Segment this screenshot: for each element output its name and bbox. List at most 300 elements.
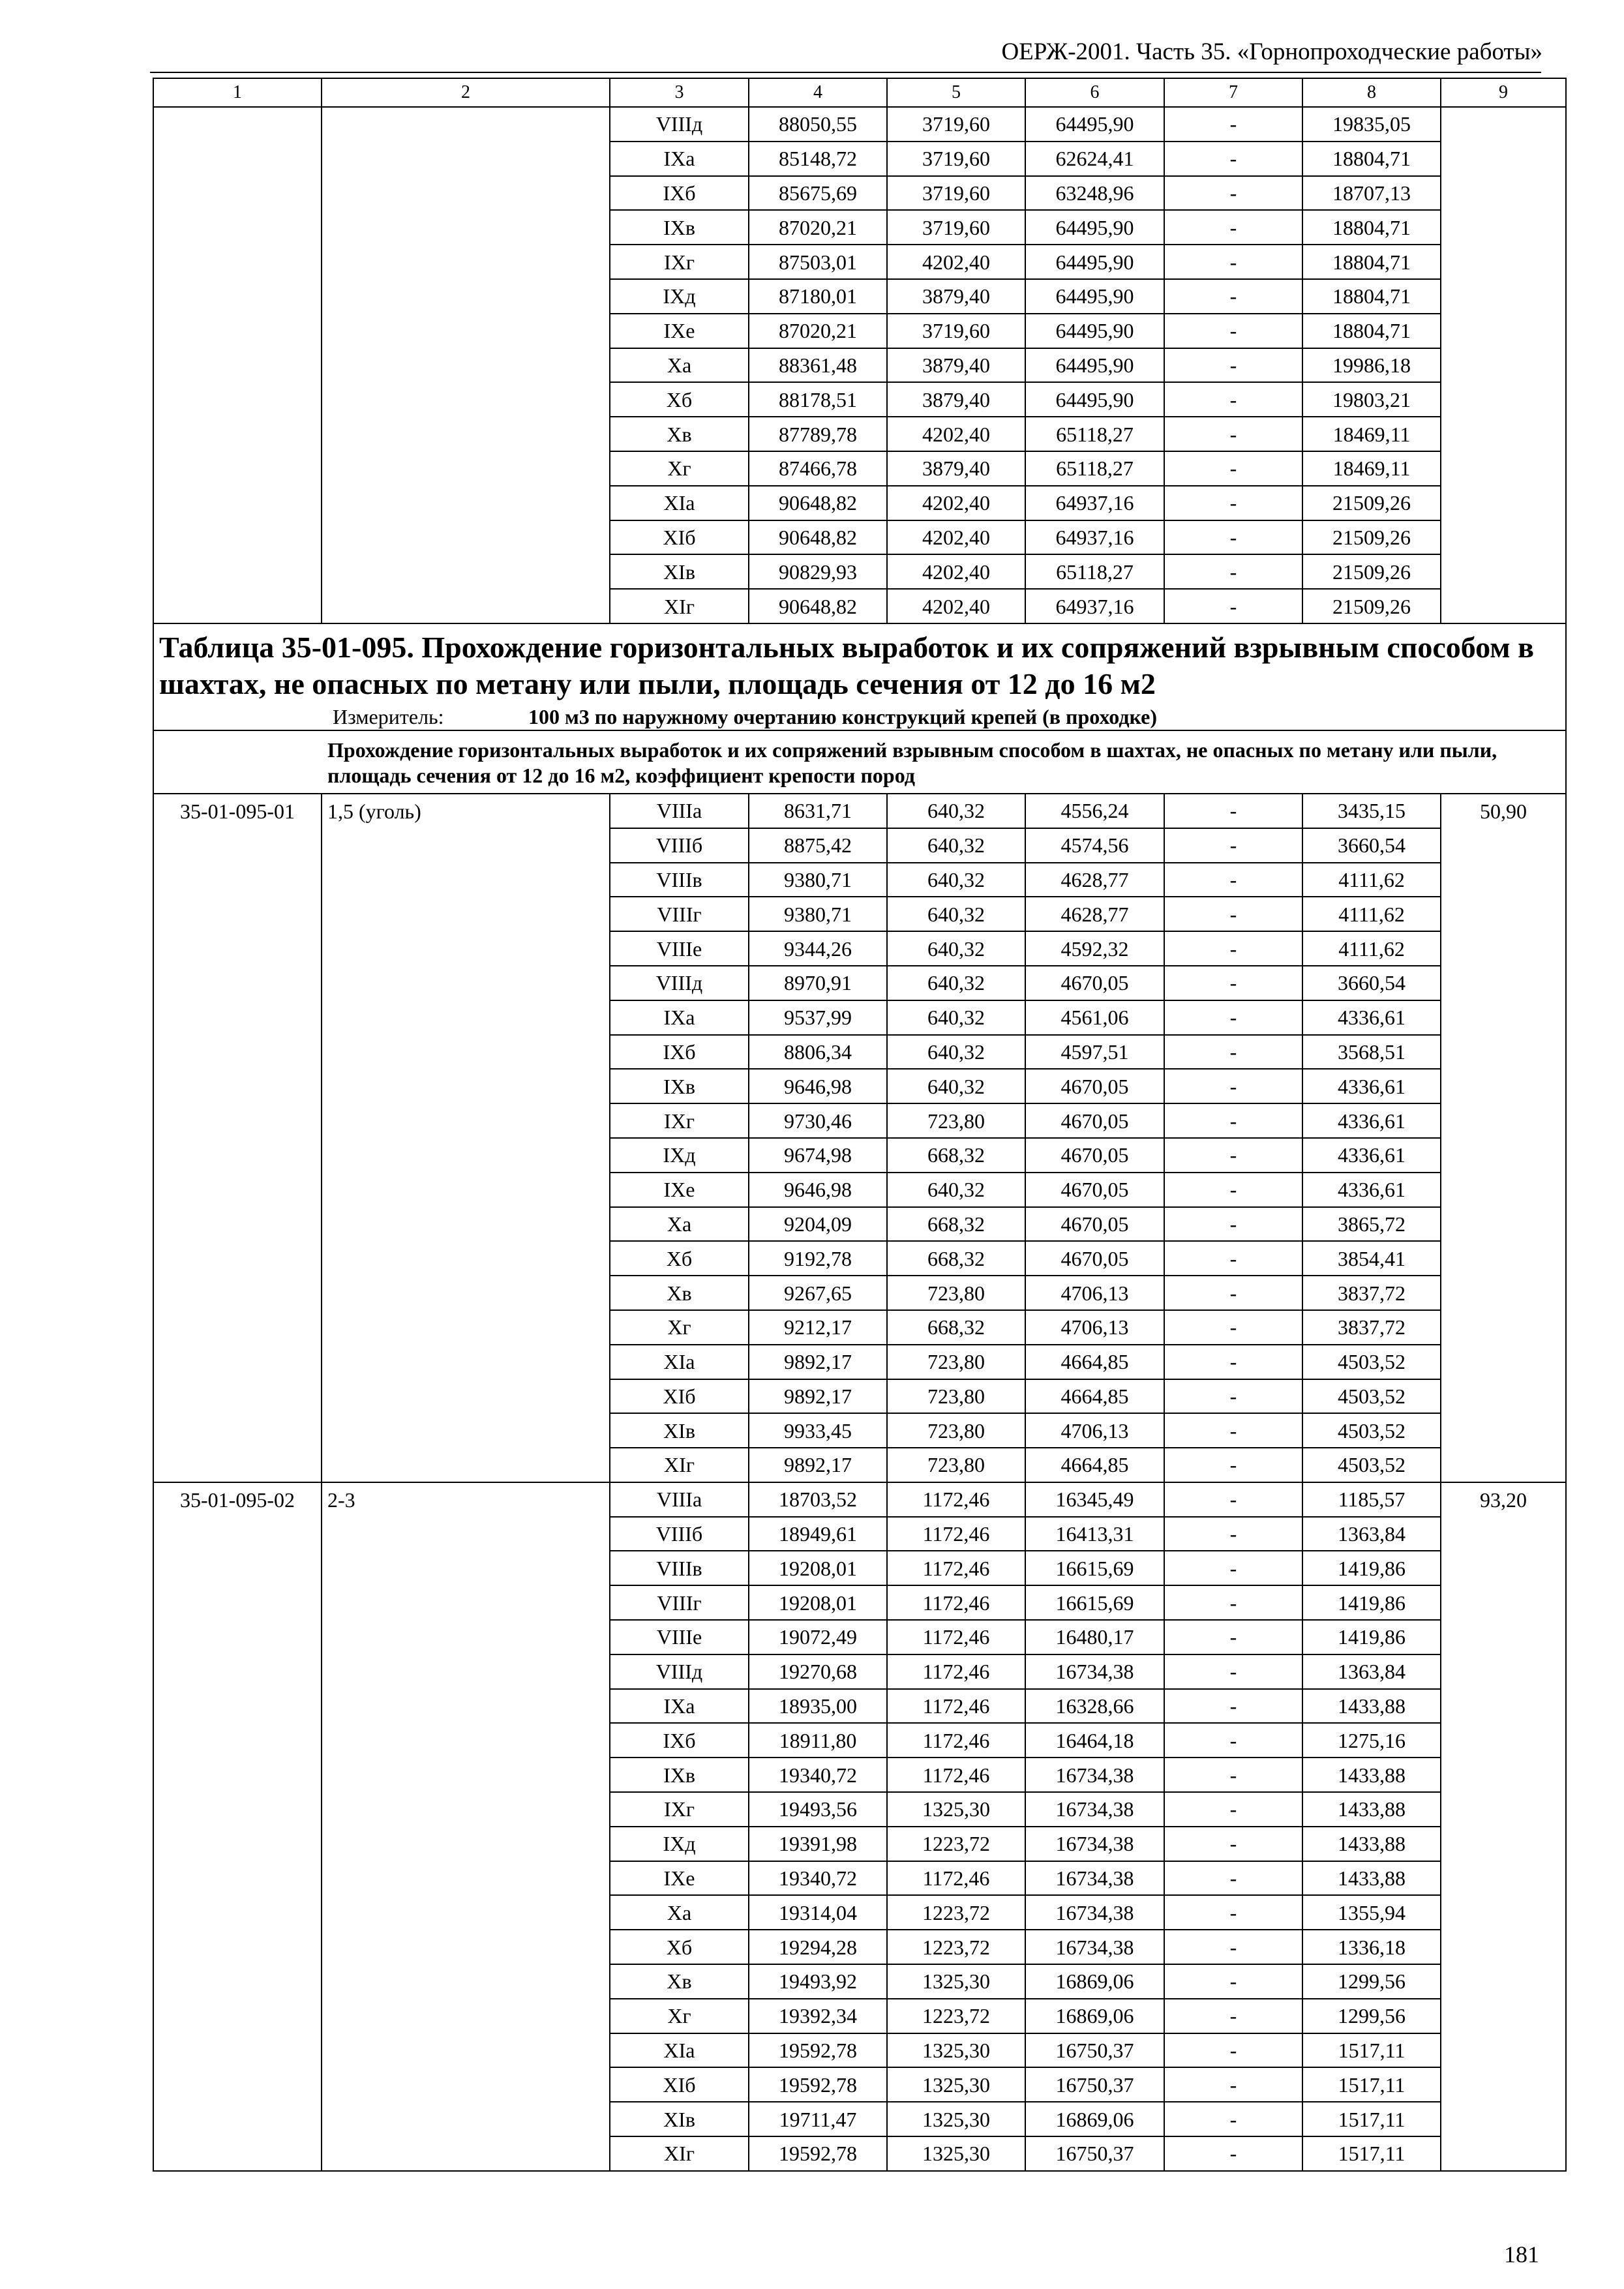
category-cell: IXв <box>610 210 749 245</box>
wages-cell: 723,80 <box>887 1276 1025 1310</box>
direct-cost-cell: 19340,72 <box>749 1861 887 1896</box>
direct-cost-cell: 19294,28 <box>749 1930 887 1964</box>
wages-cell: 4202,40 <box>887 520 1025 555</box>
machines-cell: 4556,24 <box>1025 794 1164 828</box>
category-cell: VIIIб <box>610 828 749 863</box>
wages-cell: 1325,30 <box>887 2102 1025 2136</box>
machines-cell: 64937,16 <box>1025 589 1164 623</box>
direct-cost-cell: 19392,34 <box>749 1999 887 2033</box>
materials-cell: 1299,56 <box>1302 1964 1441 1999</box>
labor-cost-cell: 93,20 <box>1441 1482 1566 2171</box>
direct-cost-cell: 9674,98 <box>749 1138 887 1173</box>
category-cell: XIа <box>610 2033 749 2068</box>
machines-cell: 64937,16 <box>1025 520 1164 555</box>
materials-cell: 19803,21 <box>1302 382 1441 417</box>
materials-cell: 18469,11 <box>1302 451 1441 486</box>
column-number-cell: 6 <box>1025 78 1164 107</box>
wages-cell: 1325,30 <box>887 2033 1025 2068</box>
category-cell: VIIIе <box>610 931 749 966</box>
materials-cell: 1433,88 <box>1302 1689 1441 1724</box>
wages-cell: 1172,46 <box>887 1654 1025 1689</box>
category-cell: XIб <box>610 2067 749 2102</box>
wages-cell: 3719,60 <box>887 142 1025 176</box>
direct-cost-cell: 87466,78 <box>749 451 887 486</box>
direct-cost-cell: 19208,01 <box>749 1551 887 1585</box>
driver-wages-cell: - <box>1164 554 1302 589</box>
machines-cell: 4628,77 <box>1025 863 1164 897</box>
category-cell: IXа <box>610 1689 749 1724</box>
column-number-cell: 5 <box>887 78 1025 107</box>
driver-wages-cell: - <box>1164 1000 1302 1035</box>
direct-cost-cell: 9646,98 <box>749 1173 887 1207</box>
direct-cost-cell: 88361,48 <box>749 348 887 383</box>
machines-cell: 16345,49 <box>1025 1482 1164 1517</box>
driver-wages-cell: - <box>1164 1895 1302 1930</box>
wages-cell: 3719,60 <box>887 107 1025 142</box>
machines-cell: 16734,38 <box>1025 1827 1164 1861</box>
machines-cell: 16734,38 <box>1025 1895 1164 1930</box>
wages-cell: 3719,60 <box>887 176 1025 211</box>
rock-hardness-cell: 2-3 <box>322 1482 610 2171</box>
category-cell: IXг <box>610 1103 749 1138</box>
direct-cost-cell: 19270,68 <box>749 1654 887 1689</box>
driver-wages-cell: - <box>1164 1999 1302 2033</box>
category-cell: VIIIб <box>610 1517 749 1551</box>
materials-cell: 4336,61 <box>1302 1069 1441 1103</box>
wages-cell: 1172,46 <box>887 1723 1025 1758</box>
category-cell: IXв <box>610 1758 749 1792</box>
materials-cell: 4336,61 <box>1302 1138 1441 1173</box>
driver-wages-cell: - <box>1164 1723 1302 1758</box>
machines-cell: 4561,06 <box>1025 1000 1164 1035</box>
category-cell: VIIIг <box>610 897 749 931</box>
materials-cell: 1517,11 <box>1302 2136 1441 2171</box>
materials-cell: 1517,11 <box>1302 2102 1441 2136</box>
machines-cell: 16750,37 <box>1025 2136 1164 2171</box>
direct-cost-cell: 19592,78 <box>749 2033 887 2068</box>
machines-cell: 16734,38 <box>1025 1861 1164 1896</box>
direct-cost-cell: 9646,98 <box>749 1069 887 1103</box>
category-cell: XIг <box>610 2136 749 2171</box>
materials-cell: 1419,86 <box>1302 1551 1441 1585</box>
machines-cell: 16750,37 <box>1025 2067 1164 2102</box>
wages-cell: 640,32 <box>887 1035 1025 1070</box>
direct-cost-cell: 19208,01 <box>749 1585 887 1620</box>
wages-cell: 1223,72 <box>887 1999 1025 2033</box>
machines-cell: 64495,90 <box>1025 348 1164 383</box>
category-cell: IXе <box>610 1861 749 1896</box>
direct-cost-cell: 9380,71 <box>749 897 887 931</box>
direct-cost-cell: 88050,55 <box>749 107 887 142</box>
machines-cell: 4664,85 <box>1025 1379 1164 1414</box>
rate-code-cell: 35-01-095-01 <box>153 794 322 1482</box>
direct-cost-cell: 9892,17 <box>749 1379 887 1414</box>
direct-cost-cell: 87020,21 <box>749 314 887 348</box>
driver-wages-cell: - <box>1164 1069 1302 1103</box>
wages-cell: 668,32 <box>887 1138 1025 1173</box>
wages-cell: 1172,46 <box>887 1482 1025 1517</box>
direct-cost-cell: 18949,61 <box>749 1517 887 1551</box>
direct-cost-cell: 90829,93 <box>749 554 887 589</box>
materials-cell: 18804,71 <box>1302 314 1441 348</box>
materials-cell: 4111,62 <box>1302 863 1441 897</box>
materials-cell: 3837,72 <box>1302 1310 1441 1345</box>
wages-cell: 668,32 <box>887 1241 1025 1276</box>
category-cell: XIб <box>610 520 749 555</box>
wages-cell: 3879,40 <box>887 451 1025 486</box>
category-cell: VIIIа <box>610 1482 749 1517</box>
machines-cell: 64495,90 <box>1025 382 1164 417</box>
column-number-cell: 9 <box>1441 78 1566 107</box>
direct-cost-cell: 90648,82 <box>749 589 887 623</box>
category-cell: Xв <box>610 1964 749 1999</box>
machines-cell: 16480,17 <box>1025 1620 1164 1654</box>
measure-unit-value: 100 м3 по наружному очертанию конструкций крепей (в проходке) <box>528 705 1158 729</box>
direct-cost-cell: 9892,17 <box>749 1345 887 1379</box>
machines-cell: 16413,31 <box>1025 1517 1164 1551</box>
driver-wages-cell: - <box>1164 589 1302 623</box>
machines-cell: 64937,16 <box>1025 486 1164 520</box>
direct-cost-cell: 19592,78 <box>749 2136 887 2171</box>
wages-cell: 3879,40 <box>887 279 1025 314</box>
materials-cell: 1363,84 <box>1302 1654 1441 1689</box>
materials-cell: 3660,54 <box>1302 828 1441 863</box>
category-cell: VIIIа <box>610 794 749 828</box>
rates-table <box>153 78 1567 2172</box>
category-cell: XIв <box>610 554 749 589</box>
table-row <box>153 1482 1566 1517</box>
wages-cell: 3879,40 <box>887 382 1025 417</box>
wages-cell: 1172,46 <box>887 1861 1025 1896</box>
wages-cell: 640,32 <box>887 897 1025 931</box>
category-cell: Xа <box>610 1895 749 1930</box>
column-number-cell: 7 <box>1164 78 1302 107</box>
machines-cell: 16869,06 <box>1025 1964 1164 1999</box>
direct-cost-cell: 19314,04 <box>749 1895 887 1930</box>
column-number-cell: 3 <box>610 78 749 107</box>
direct-cost-cell: 18935,00 <box>749 1689 887 1724</box>
machines-cell: 4664,85 <box>1025 1448 1164 1482</box>
wages-cell: 1172,46 <box>887 1758 1025 1792</box>
wages-cell: 1325,30 <box>887 1964 1025 1999</box>
driver-wages-cell: - <box>1164 348 1302 383</box>
wages-cell: 640,32 <box>887 966 1025 1000</box>
machines-cell: 4706,13 <box>1025 1413 1164 1448</box>
wages-cell: 723,80 <box>887 1103 1025 1138</box>
wages-cell: 640,32 <box>887 863 1025 897</box>
category-cell: VIIIг <box>610 1585 749 1620</box>
machines-cell: 4670,05 <box>1025 966 1164 1000</box>
machines-cell: 64495,90 <box>1025 279 1164 314</box>
column-number-cell: 8 <box>1302 78 1441 107</box>
machines-cell: 16734,38 <box>1025 1654 1164 1689</box>
materials-cell: 1419,86 <box>1302 1585 1441 1620</box>
machines-cell: 4670,05 <box>1025 1103 1164 1138</box>
category-cell: VIIIд <box>610 107 749 142</box>
driver-wages-cell: - <box>1164 486 1302 520</box>
machines-cell: 4574,56 <box>1025 828 1164 863</box>
machines-cell: 4706,13 <box>1025 1276 1164 1310</box>
direct-cost-cell: 8806,34 <box>749 1035 887 1070</box>
driver-wages-cell: - <box>1164 1345 1302 1379</box>
work-description: Прохождение горизонтальных выработок и их сопряжений взрывным способом в шахтах, не опасных по метану или пыли, площадь сечения от 12 до 16 м2, коэффициент крепости пород <box>153 730 1566 794</box>
machines-cell: 16615,69 <box>1025 1551 1164 1585</box>
direct-cost-cell: 8970,91 <box>749 966 887 1000</box>
direct-cost-cell: 18911,80 <box>749 1723 887 1758</box>
wages-cell: 3879,40 <box>887 348 1025 383</box>
materials-cell: 19986,18 <box>1302 348 1441 383</box>
driver-wages-cell: - <box>1164 2136 1302 2171</box>
direct-cost-cell: 9537,99 <box>749 1000 887 1035</box>
driver-wages-cell: - <box>1164 1276 1302 1310</box>
driver-wages-cell: - <box>1164 520 1302 555</box>
machines-cell: 64495,90 <box>1025 314 1164 348</box>
category-cell: Xг <box>610 1999 749 2033</box>
category-cell: XIг <box>610 589 749 623</box>
category-cell: XIв <box>610 1413 749 1448</box>
wages-cell: 723,80 <box>887 1379 1025 1414</box>
wages-cell: 1172,46 <box>887 1517 1025 1551</box>
materials-cell: 1355,94 <box>1302 1895 1441 1930</box>
measure-unit-label: Измеритель: <box>333 705 444 729</box>
param-cell-empty <box>322 107 610 623</box>
direct-cost-cell: 90648,82 <box>749 486 887 520</box>
materials-cell: 21509,26 <box>1302 589 1441 623</box>
category-cell: XIа <box>610 1345 749 1379</box>
materials-cell: 18707,13 <box>1302 176 1441 211</box>
direct-cost-cell: 87180,01 <box>749 279 887 314</box>
machines-cell: 4592,32 <box>1025 931 1164 966</box>
materials-cell: 1517,11 <box>1302 2067 1441 2102</box>
category-cell: Xа <box>610 1207 749 1242</box>
materials-cell: 3865,72 <box>1302 1207 1441 1242</box>
direct-cost-cell: 8631,71 <box>749 794 887 828</box>
driver-wages-cell: - <box>1164 897 1302 931</box>
driver-wages-cell: - <box>1164 1103 1302 1138</box>
driver-wages-cell: - <box>1164 314 1302 348</box>
wages-cell: 1172,46 <box>887 1620 1025 1654</box>
measure-unit-line <box>159 706 1560 727</box>
materials-cell: 1363,84 <box>1302 1517 1441 1551</box>
wages-cell: 640,32 <box>887 931 1025 966</box>
direct-cost-cell: 9192,78 <box>749 1241 887 1276</box>
driver-wages-cell: - <box>1164 1654 1302 1689</box>
materials-cell: 4503,52 <box>1302 1413 1441 1448</box>
materials-cell: 1185,57 <box>1302 1482 1441 1517</box>
driver-wages-cell: - <box>1164 1758 1302 1792</box>
wages-cell: 1172,46 <box>887 1551 1025 1585</box>
table-title-block <box>153 623 1566 730</box>
driver-wages-cell: - <box>1164 2033 1302 2068</box>
wages-cell: 1223,72 <box>887 1930 1025 1964</box>
driver-wages-cell: - <box>1164 794 1302 828</box>
wages-cell: 668,32 <box>887 1310 1025 1345</box>
machines-cell: 4670,05 <box>1025 1138 1164 1173</box>
driver-wages-cell: - <box>1164 1585 1302 1620</box>
materials-cell: 1433,88 <box>1302 1827 1441 1861</box>
machines-cell: 62624,41 <box>1025 142 1164 176</box>
materials-cell: 4111,62 <box>1302 931 1441 966</box>
materials-cell: 4336,61 <box>1302 1103 1441 1138</box>
category-cell: XIв <box>610 2102 749 2136</box>
materials-cell: 18469,11 <box>1302 417 1441 451</box>
driver-wages-cell: - <box>1164 451 1302 486</box>
rate-code-cell: 35-01-095-02 <box>153 1482 322 2171</box>
driver-wages-cell: - <box>1164 1310 1302 1345</box>
materials-cell: 4503,52 <box>1302 1345 1441 1379</box>
driver-wages-cell: - <box>1164 1964 1302 1999</box>
direct-cost-cell: 87020,21 <box>749 210 887 245</box>
category-cell: Xб <box>610 1930 749 1964</box>
direct-cost-cell: 19072,49 <box>749 1620 887 1654</box>
materials-cell: 1299,56 <box>1302 1999 1441 2033</box>
category-cell: VIIIв <box>610 1551 749 1585</box>
direct-cost-cell: 90648,82 <box>749 520 887 555</box>
materials-cell: 3660,54 <box>1302 966 1441 1000</box>
machines-cell: 64495,90 <box>1025 107 1164 142</box>
header-divider <box>150 72 1541 73</box>
category-cell: IXа <box>610 1000 749 1035</box>
category-cell: IXе <box>610 314 749 348</box>
wages-cell: 668,32 <box>887 1207 1025 1242</box>
category-cell: Xв <box>610 1276 749 1310</box>
materials-cell: 21509,26 <box>1302 520 1441 555</box>
wages-cell: 723,80 <box>887 1448 1025 1482</box>
materials-cell: 1419,86 <box>1302 1620 1441 1654</box>
materials-cell: 18804,71 <box>1302 245 1441 279</box>
driver-wages-cell: - <box>1164 210 1302 245</box>
direct-cost-cell: 87503,01 <box>749 245 887 279</box>
materials-cell: 3854,41 <box>1302 1241 1441 1276</box>
category-cell: XIб <box>610 1379 749 1414</box>
materials-cell: 3435,15 <box>1302 794 1441 828</box>
wages-cell: 3719,60 <box>887 210 1025 245</box>
machines-cell: 4670,05 <box>1025 1069 1164 1103</box>
machines-cell: 4628,77 <box>1025 897 1164 931</box>
direct-cost-cell: 19493,92 <box>749 1964 887 1999</box>
category-cell: Xг <box>610 1310 749 1345</box>
machines-cell: 4597,51 <box>1025 1035 1164 1070</box>
direct-cost-cell: 18703,52 <box>749 1482 887 1517</box>
description-row <box>153 730 1566 794</box>
machines-cell: 65118,27 <box>1025 554 1164 589</box>
category-cell: IXг <box>610 1792 749 1827</box>
wages-cell: 640,32 <box>887 794 1025 828</box>
direct-cost-cell: 19391,98 <box>749 1827 887 1861</box>
category-cell: IXд <box>610 279 749 314</box>
category-cell: Xб <box>610 1241 749 1276</box>
driver-wages-cell: - <box>1164 1241 1302 1276</box>
direct-cost-cell: 9267,65 <box>749 1276 887 1310</box>
category-cell: VIIIд <box>610 966 749 1000</box>
driver-wages-cell: - <box>1164 1689 1302 1724</box>
driver-wages-cell: - <box>1164 1930 1302 1964</box>
wages-cell: 3719,60 <box>887 314 1025 348</box>
wages-cell: 1325,30 <box>887 1792 1025 1827</box>
driver-wages-cell: - <box>1164 931 1302 966</box>
materials-cell: 18804,71 <box>1302 142 1441 176</box>
category-cell: Xв <box>610 417 749 451</box>
machines-cell: 4670,05 <box>1025 1207 1164 1242</box>
machines-cell: 64495,90 <box>1025 245 1164 279</box>
direct-cost-cell: 9204,09 <box>749 1207 887 1242</box>
category-cell: VIIIе <box>610 1620 749 1654</box>
driver-wages-cell: - <box>1164 279 1302 314</box>
materials-cell: 1275,16 <box>1302 1723 1441 1758</box>
wages-cell: 4202,40 <box>887 589 1025 623</box>
category-cell: IXг <box>610 245 749 279</box>
wages-cell: 640,32 <box>887 1069 1025 1103</box>
direct-cost-cell: 9344,26 <box>749 931 887 966</box>
direct-cost-cell: 87789,78 <box>749 417 887 451</box>
wages-cell: 723,80 <box>887 1413 1025 1448</box>
category-cell: Xб <box>610 382 749 417</box>
page-number: 181 <box>1504 2241 1539 2267</box>
wages-cell: 1172,46 <box>887 1689 1025 1724</box>
materials-cell: 3568,51 <box>1302 1035 1441 1070</box>
driver-wages-cell: - <box>1164 1207 1302 1242</box>
direct-cost-cell: 19592,78 <box>749 2067 887 2102</box>
materials-cell: 1433,88 <box>1302 1792 1441 1827</box>
wages-cell: 723,80 <box>887 1345 1025 1379</box>
column-number-cell: 1 <box>153 78 322 107</box>
direct-cost-cell: 88178,51 <box>749 382 887 417</box>
driver-wages-cell: - <box>1164 245 1302 279</box>
driver-wages-cell: - <box>1164 2102 1302 2136</box>
machines-cell: 16734,38 <box>1025 1792 1164 1827</box>
materials-cell: 18804,71 <box>1302 279 1441 314</box>
materials-cell: 4111,62 <box>1302 897 1441 931</box>
category-cell: Xг <box>610 451 749 486</box>
materials-cell: 3837,72 <box>1302 1276 1441 1310</box>
page-header-title: ОЕРЖ-2001. Часть 35. «Горнопроходческие работы» <box>1001 38 1542 65</box>
machines-cell: 4670,05 <box>1025 1173 1164 1207</box>
category-cell: IXб <box>610 176 749 211</box>
wages-cell: 1325,30 <box>887 2136 1025 2171</box>
direct-cost-cell: 9212,17 <box>749 1310 887 1345</box>
table-title: Таблица 35-01-095. Прохождение горизонтальных выработок и их сопряжений взрывным способом в шахтах, не опасных по метану или пыли, площадь сечения от 12 до 16 м2 <box>159 630 1534 701</box>
machines-cell: 16615,69 <box>1025 1585 1164 1620</box>
wages-cell: 1223,72 <box>887 1827 1025 1861</box>
wages-cell: 640,32 <box>887 1173 1025 1207</box>
table-row <box>153 794 1566 828</box>
direct-cost-cell: 85675,69 <box>749 176 887 211</box>
machines-cell: 16734,38 <box>1025 1930 1164 1964</box>
direct-cost-cell: 19493,56 <box>749 1792 887 1827</box>
wages-cell: 4202,40 <box>887 417 1025 451</box>
rock-hardness-cell: 1,5 (уголь) <box>322 794 610 1482</box>
category-cell: VIIIв <box>610 863 749 897</box>
col9-cell-empty <box>1441 107 1566 623</box>
direct-cost-cell: 9730,46 <box>749 1103 887 1138</box>
materials-cell: 4503,52 <box>1302 1448 1441 1482</box>
machines-cell: 16750,37 <box>1025 2033 1164 2068</box>
materials-cell: 1336,18 <box>1302 1930 1441 1964</box>
category-cell: XIг <box>610 1448 749 1482</box>
driver-wages-cell: - <box>1164 1173 1302 1207</box>
wages-cell: 4202,40 <box>887 554 1025 589</box>
materials-cell: 4336,61 <box>1302 1173 1441 1207</box>
direct-cost-cell: 19340,72 <box>749 1758 887 1792</box>
machines-cell: 63248,96 <box>1025 176 1164 211</box>
materials-cell: 1433,88 <box>1302 1758 1441 1792</box>
category-cell: IXд <box>610 1827 749 1861</box>
wages-cell: 1223,72 <box>887 1895 1025 1930</box>
driver-wages-cell: - <box>1164 107 1302 142</box>
machines-cell: 65118,27 <box>1025 451 1164 486</box>
category-cell: Xа <box>610 348 749 383</box>
machines-cell: 16869,06 <box>1025 1999 1164 2033</box>
